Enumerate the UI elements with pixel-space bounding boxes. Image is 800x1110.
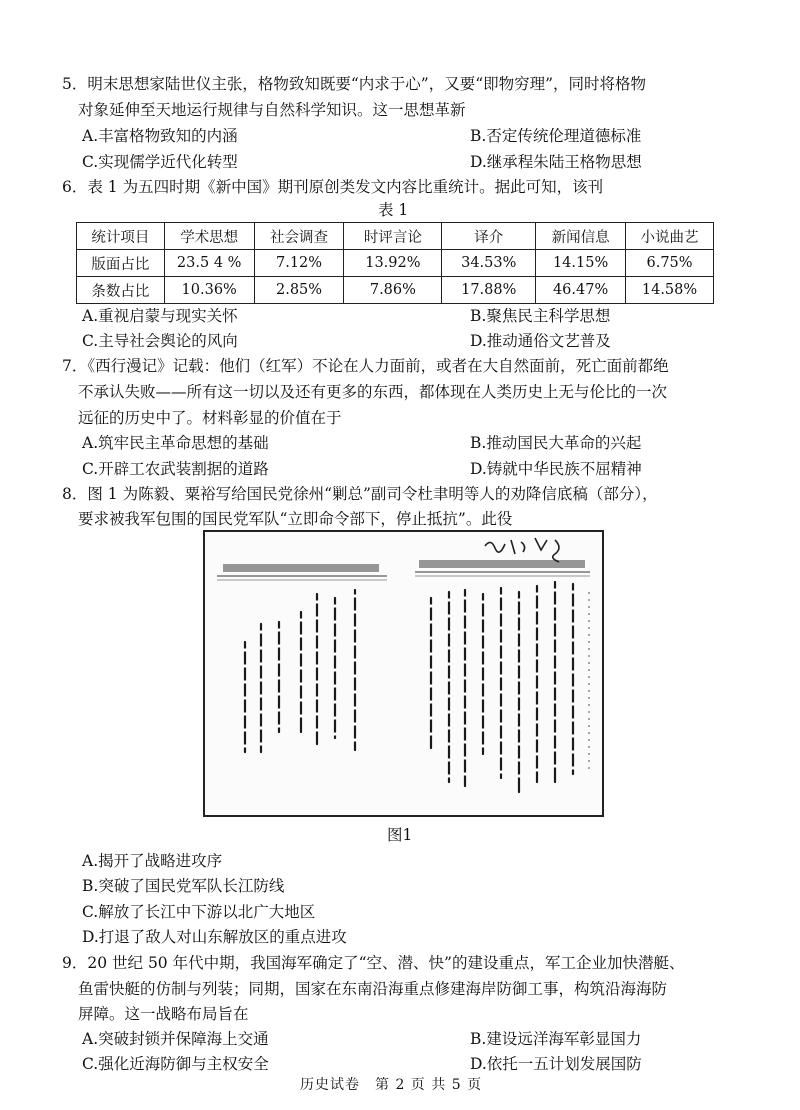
table-header-cell: 新闻信息 <box>536 223 626 250</box>
table-cell: 版面占比 <box>77 250 165 277</box>
question-6-stem-line1: 6．表 1 为五四时期《新中国》期刊原创类发文内容比重统计。据此可知，该刊 <box>62 178 604 196</box>
question-5-stem-line2: 对象延伸至天地运行规律与自然科学知识。这一思想革新 <box>78 101 466 119</box>
question-7-stem-line2: 不承认失败——所有这一切以及还有更多的东西，都体现在人类历史上无与伦比的一次 <box>78 383 668 401</box>
table-cell: 14.15% <box>536 250 626 277</box>
question-9-stem-line2: 鱼雷快艇的仿制与列装；同期，国家在东南沿海重点修建海岸防御工事，构筑沿海海防 <box>78 980 668 998</box>
table-row <box>77 277 714 304</box>
letter-draft-image <box>203 530 604 817</box>
question-6-option-d: D.推动通俗文艺普及 <box>470 332 611 350</box>
table-header-row <box>77 223 714 250</box>
table-cell: 14.58% <box>626 277 714 304</box>
table-cell: 6.75% <box>626 250 714 277</box>
question-8-option-d: D.打退了敌人对山东解放区的重点进攻 <box>82 928 347 946</box>
question-7-option-a: A.筑牢民主革命思想的基础 <box>82 434 269 452</box>
question-7-option-c: C.开辟工农武装割据的道路 <box>82 460 269 478</box>
question-9-option-a: A.突破封锁并保障海上交通 <box>82 1030 269 1048</box>
question-7-stem-line3: 远征的历史中了。材料彰显的价值在于 <box>78 409 342 427</box>
question-6-option-a: A.重视启蒙与现实关怀 <box>82 307 238 325</box>
table-caption: 表 1 <box>378 201 409 219</box>
question-7-option-b: B.推动国民大革命的兴起 <box>470 434 642 452</box>
question-7-option-d: D.铸就中华民族不屈精神 <box>470 460 642 478</box>
handwritten-letter-picture <box>205 532 602 815</box>
table-row <box>77 250 714 277</box>
table-cell: 7.12% <box>254 250 344 277</box>
table-cell: 2.85% <box>254 277 344 304</box>
table-cell: 条数占比 <box>77 277 165 304</box>
question-7-stem-line1: 7．《西行漫记》记载：他们（红军）不论在人力面前，或者在大自然面前，死亡面前都绝 <box>62 357 669 375</box>
question-5-option-c: C.实现儒学近代化转型 <box>82 153 238 171</box>
question-6-option-b: B.聚焦民主科学思想 <box>470 307 611 325</box>
table-cell: 13.92% <box>344 250 442 277</box>
table-header-cell: 学术思想 <box>164 223 254 250</box>
question-8-option-b: B.突破了国民党军队长江防线 <box>82 877 285 895</box>
table-header-cell: 统计项目 <box>77 223 165 250</box>
question-9-option-b: B.建设远洋海军彰显国力 <box>470 1030 642 1048</box>
question-5-option-b: B.否定传统伦理道德标准 <box>470 127 642 145</box>
table-header-cell: 时评言论 <box>344 223 442 250</box>
question-9-option-c: C.强化近海防御与主权安全 <box>82 1055 269 1073</box>
table-cell: 17.88% <box>442 277 536 304</box>
table-cell: 23.5 4 % <box>164 250 254 277</box>
question-5-option-a: A.丰富格物致知的内涵 <box>82 127 238 145</box>
question-8-option-a: A.揭开了战略进攻序 <box>82 852 223 870</box>
question-8-stem-line1: 8．图 1 为陈毅、粟裕写给国民党徐州“剿总”副司令杜聿明等人的劝降信底稿（部分）， <box>62 485 658 503</box>
question-9-stem-line3: 屏障。这一战略布局旨在 <box>78 1005 249 1023</box>
table-cell: 7.86% <box>344 277 442 304</box>
table-header-cell: 社会调查 <box>254 223 344 250</box>
question-8-option-c: C.解放了长江中下游以北广大地区 <box>82 903 316 921</box>
figure-caption: 图1 <box>387 826 413 844</box>
page-footer: 历史试卷 第 2 页 共 5 页 <box>300 1077 483 1093</box>
question-9-option-d: D.依托一五计划发展国防 <box>470 1055 642 1073</box>
table-header-cell: 译介 <box>442 223 536 250</box>
question-6-option-c: C.主导社会舆论的风向 <box>82 332 238 350</box>
table-cell: 10.36% <box>164 277 254 304</box>
table-cell: 46.47% <box>536 277 626 304</box>
question-8-stem-line2: 要求被我军包围的国民党军队“立即命令部下，停止抵抗”。此役 <box>78 510 513 528</box>
table-cell: 34.53% <box>442 250 536 277</box>
question-5-option-d: D.继承程朱陆王格物思想 <box>470 153 642 171</box>
question-9-stem-line1: 9．20 世纪 50 年代中期，我国海军确定了“空、潜、快”的建设重点，军工企业加快潜艇、 <box>62 954 685 972</box>
question-5-stem-line1: 5．明末思想家陆世仪主张，格物致知既要“内求于心”，又要“即物穷理”，同时将格物 <box>62 75 647 93</box>
table-header-cell: 小说曲艺 <box>626 223 714 250</box>
stats-table <box>76 222 714 304</box>
